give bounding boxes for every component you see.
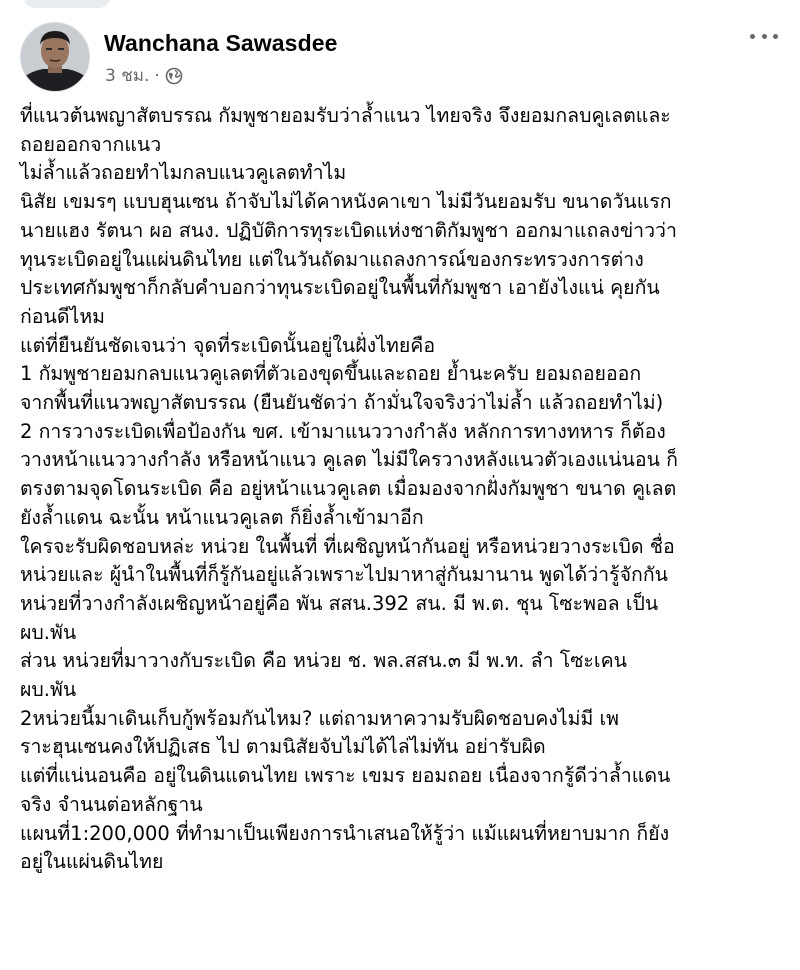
ellipsis-icon [773, 34, 778, 39]
post-header [20, 22, 780, 92]
ellipsis-icon [750, 34, 755, 39]
meta-separator: · [154, 65, 160, 86]
post-line: ผบ.พัน [20, 678, 77, 702]
avatar[interactable] [20, 22, 90, 92]
post-line: ไม่ล้ำแล้วถอยทำไมกลบแนวคูเลตทำไม [20, 161, 347, 185]
post-line: หน่วยและ ผู้นำในพื้นที่ก็รู้กันอยู่แล้วเพราะไปมาหาสู่กันมานาน พูดได้ว่ารู้จักกัน [20, 563, 668, 587]
post-line: แต่ที่แน่นอนคือ อยู่ในดินแดนไทย เพราะ เขมร ยอมถอย เนื่องจากรู้ดีว่าล้ำแดน [20, 764, 671, 788]
post-line: จากพื้นที่แนวพญาสัตบรรณ (ยืนยันชัดว่า ถ้ามั่นใจจริงว่าไม่ล้ำ แล้วถอยทำไม่) [20, 391, 664, 415]
post-line: ยังล้ำแดน ฉะนั้น หน้าแนวคูเลต ก็ยิ่งล้ำเข้ามาอีก [20, 505, 424, 529]
post-line: ก่อนดีไหม [20, 304, 106, 328]
post-line: แต่ที่ยืนยันชัดเจนว่า จุดที่ระเบิดนั้นอยู่ในฝั่งไทยคือ [20, 333, 436, 357]
ellipsis-icon [762, 34, 767, 39]
post-meta [105, 62, 183, 89]
more-options-button[interactable] [750, 26, 778, 46]
post-line: ราะฮุนเซนคงให้ปฏิเสธ ไป ตามนิสัยจับไม่ได้ไล่ไม่ทัน อย่ารับผิด [20, 735, 546, 759]
post-line: นายแฮง รัตนา ผอ สนง. ปฏิบัติการทุระเบิดแห่งชาติกัมพูชา ออกมาแถลงข่าวว่า [20, 218, 677, 242]
post-body [20, 102, 792, 877]
post-line: อยู่ในแผ่นดินไทย [20, 850, 164, 874]
post-line: 1 กัมพูชายอมกลบแนวคูเลตที่ตัวเองขุดขึ้นและถอย ย้ำนะครับ ยอมถอยออก [20, 362, 642, 386]
post-line: 2 การวางระเบิดเพื่อป้องกัน ขศ. เข้ามาแนววางกำลัง หลักการทางทหาร ก็ต้อง [20, 419, 666, 443]
post-line: ถอยออกจากแนว [20, 132, 162, 156]
post-line: ประเทศกัมพูชาก็กลับคำบอกว่าทุนระเบิดอยู่ในพื้นที่กัมพูชา เอายังไงแน่ คุยกัน [20, 276, 660, 300]
post-line: ส่วน หน่วยที่มาวางกับระเบิด คือ หน่วย ช. พล.สสน.๓ มี พ.ท. ลำ โซะเคน [20, 649, 627, 673]
post-line: นิสัย เขมรๆ แบบฮุนเซน ถ้าจับไม่ได้คาหนังคาเขา ไม่มีวันยอมรับ ขนาดวันแรก [20, 190, 672, 214]
post-line: วางหน้าแนววางกำลัง หรือหน้าแนว คูเลต ไม่มีใครวางหลังแนวตัวเองแน่นอน ก็ [20, 448, 678, 472]
post-time[interactable]: 3 ชม. [105, 66, 150, 86]
post-line: ตรงตามจุดโดนระเบิด คือ อยู่หน้าแนวคูเลต เมื่อมองจากฝั่งกัมพูชา ขนาด คูเลต [20, 477, 677, 501]
post-line: จริง จำนนต่อหลักฐาน [20, 792, 203, 816]
author-name[interactable]: Wanchana Sawasdee [104, 30, 338, 56]
post-line: ทุนระเบิดอยู่ในแผ่นดินไทย แต่ในวันถัดมาแถลงการณ์ของกระทรวงการต่าง [20, 247, 644, 271]
post-line: ผบ.พัน [20, 620, 77, 644]
post-line: 2หน่วยนี้มาเดินเก็บกู้พร้อมกันไหม? แต่ถามหาความรับผิดชอบคงไม่มี เพ [20, 706, 620, 730]
top-pill-decoration [24, 0, 110, 8]
avatar-photo-icon [21, 23, 89, 91]
post-line: ใครจะรับผิดชอบหล่ะ หน่วย ในพื้นที่ ที่เผชิญหน้ากันอยู่ หรือหน่วยวางระเบิด ชื่อ [20, 534, 675, 558]
post-line: ที่แนวต้นพญาสัตบรรณ กัมพูชายอมรับว่าล้ำแนว ไทยจริง จึงยอมกลบคูเลตและ [20, 104, 671, 127]
globe-icon[interactable] [165, 67, 183, 85]
post-line: หน่วยที่วางกำลังเผชิญหน้าอยู่คือ พัน สสน.392 สน. มี พ.ต. ชุน โซะพอล เป็น [20, 591, 659, 615]
post-line: แผนที่1:200,000 ที่ทำมาเป็นเพียงการนำเสนอให้รู้ว่า แม้แผนที่หยาบมาก ก็ยัง [20, 821, 670, 845]
